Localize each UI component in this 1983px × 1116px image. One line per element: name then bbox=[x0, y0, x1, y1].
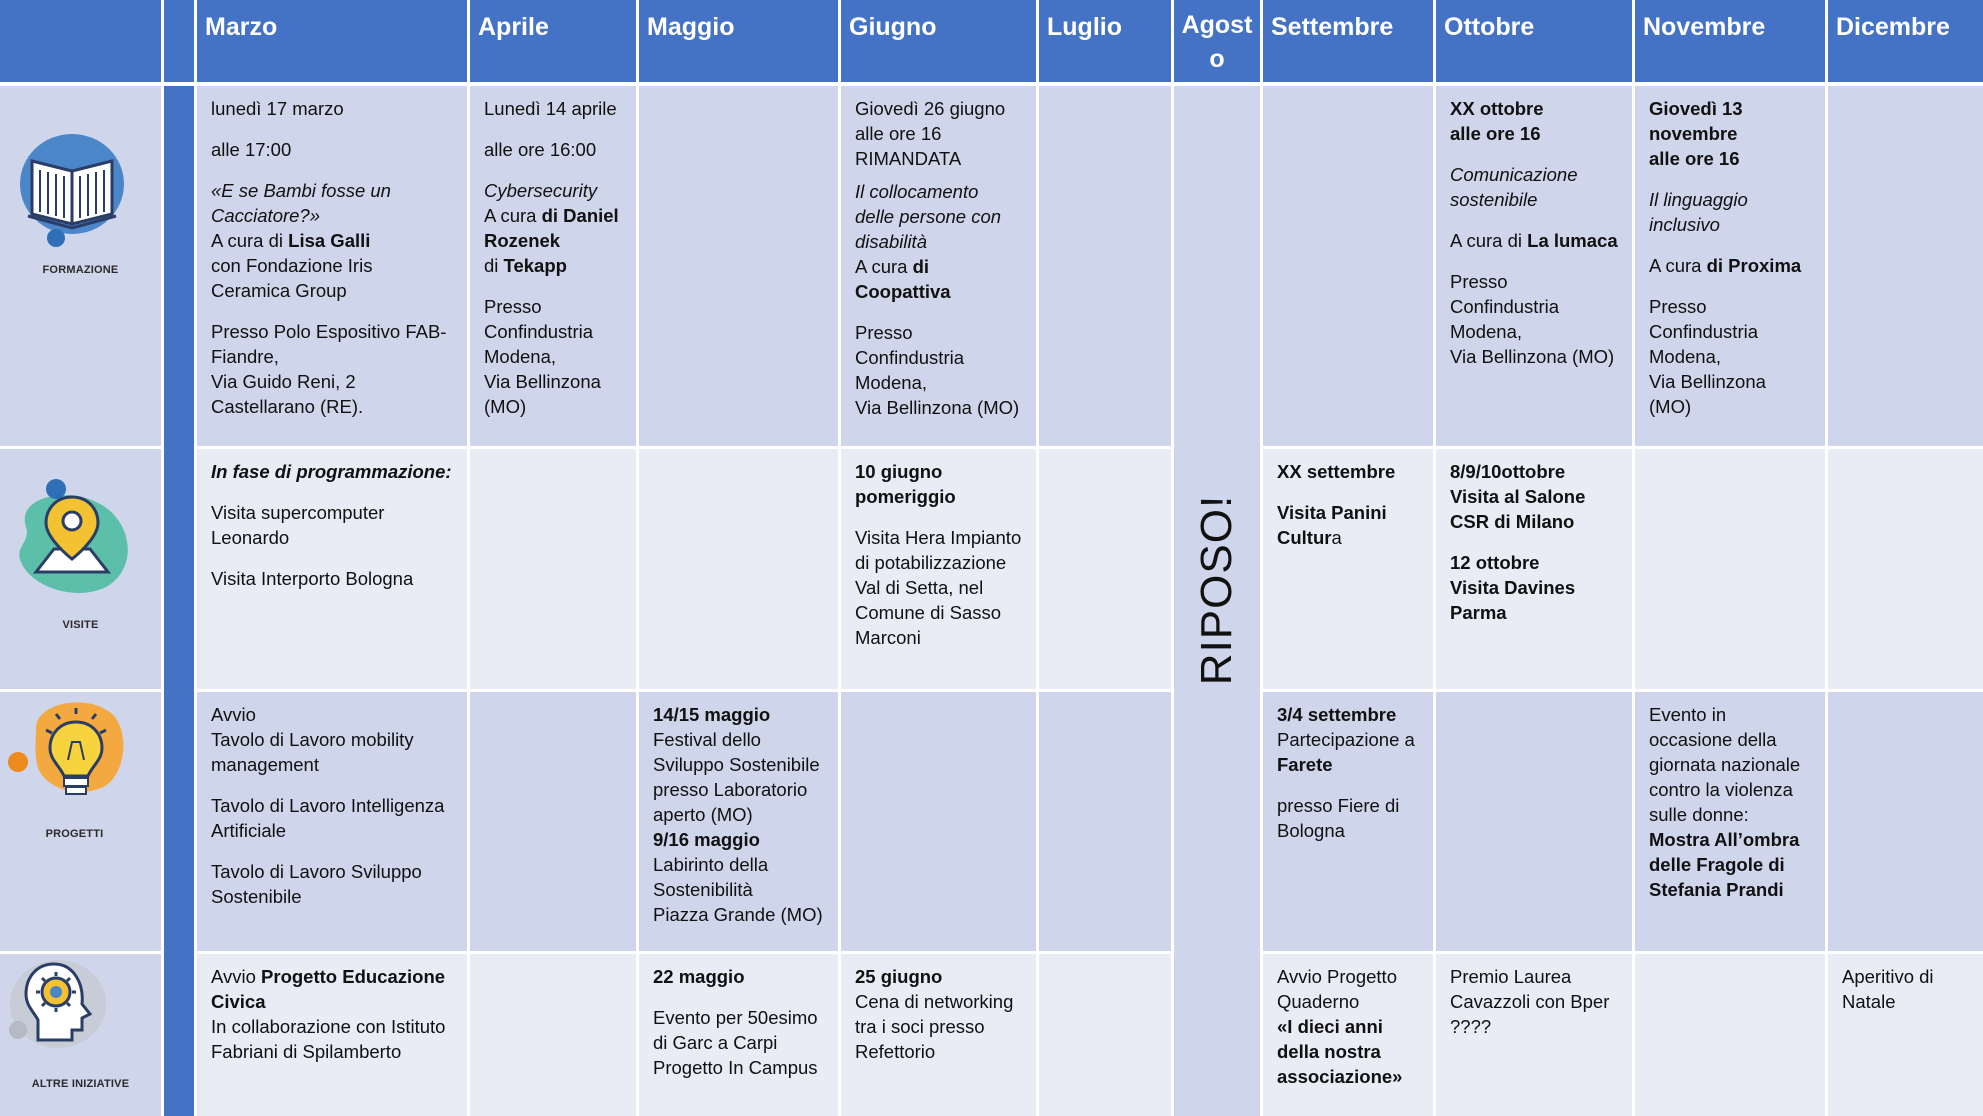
header-agosto: Agosto bbox=[1174, 0, 1260, 82]
progetti-ottobre bbox=[1436, 692, 1632, 951]
formazione-ottobre: XX ottobre alle ore 16 Comunicazione sostenibile A cura di La lumaca Presso Confindustria Modena, Via Bellinzona (MO) bbox=[1436, 86, 1632, 446]
altre-maggio: 22 maggio Evento per 50esimo di Garc a Carpi Progetto In Campus bbox=[639, 954, 838, 1116]
visite-settembre: XX settembre Visita Panini Cultura bbox=[1263, 449, 1433, 689]
altre-settembre: Avvio Progetto Quaderno «I dieci anni della nostra associazione» bbox=[1263, 954, 1433, 1116]
visite-maggio bbox=[639, 449, 838, 689]
visite-giugno: 10 giugno pomeriggio Visita Hera Impianto di potabilizzazione Val di Setta, nel Comune di Sasso Marconi bbox=[841, 449, 1036, 689]
left-stripe bbox=[164, 86, 194, 1116]
row-caption-progetti: PROGETTI bbox=[45, 828, 104, 840]
row-label-progetti bbox=[0, 692, 161, 951]
book-icon bbox=[14, 126, 134, 248]
header-stripe bbox=[164, 0, 194, 82]
header-luglio: Luglio bbox=[1039, 0, 1171, 82]
progetti-giugno bbox=[841, 692, 1036, 951]
altre-giugno: 25 giugno Cena di networking tra i soci presso Refettorio bbox=[841, 954, 1036, 1116]
head-gear-icon bbox=[0, 954, 130, 1064]
visite-ottobre: 8/9/10ottobre Visita al Salone CSR di Milano 12 ottobre Visita Davines Parma bbox=[1436, 449, 1632, 689]
formazione-giugno: Giovedì 26 giugno alle ore 16 RIMANDATA Il collocamento delle persone con disabilità A cura di Coopattiva Presso Confindustria Modena, Via Bellinzona (MO) bbox=[841, 86, 1036, 446]
formazione-luglio bbox=[1039, 86, 1171, 446]
progetti-aprile bbox=[470, 692, 636, 951]
header-aprile: Aprile bbox=[470, 0, 636, 82]
header-dicembre: Dicembre bbox=[1828, 0, 1983, 82]
riposo-label: RIPOSO! bbox=[1192, 494, 1241, 686]
progetti-luglio bbox=[1039, 692, 1171, 951]
progetti-maggio: 14/15 maggio Festival dello Sviluppo Sostenibile presso Laboratorio aperto (MO) 9/16 maggio Labirinto della Sostenibilità Piazza Grande (MO) bbox=[639, 692, 838, 951]
altre-aprile bbox=[470, 954, 636, 1116]
altre-ottobre: Premio Laurea Cavazzoli con Bper ???? bbox=[1436, 954, 1632, 1116]
row-caption-visite: VISITE bbox=[62, 619, 99, 631]
row-label-altre bbox=[0, 954, 161, 1116]
header-maggio: Maggio bbox=[639, 0, 838, 82]
header-giugno: Giugno bbox=[841, 0, 1036, 82]
visite-dicembre bbox=[1828, 449, 1983, 689]
formazione-settembre bbox=[1263, 86, 1433, 446]
visite-aprile bbox=[470, 449, 636, 689]
visite-marzo: In fase di programmazione: Visita supercomputer Leonardo Visita Interporto Bologna bbox=[197, 449, 467, 689]
row-caption-formazione: FORMAZIONE bbox=[42, 264, 119, 276]
altre-luglio bbox=[1039, 954, 1171, 1116]
altre-marzo: Avvio Progetto Educazione Civica In collaborazione con Istituto Fabriani di Spilamberto bbox=[197, 954, 467, 1116]
visite-novembre bbox=[1635, 449, 1825, 689]
progetti-novembre: Evento in occasione della giornata nazionale contro la violenza sulle donne: Mostra All’ombra delle Fragole di Stefania Prandi bbox=[1635, 692, 1825, 951]
row-caption-altre: ALTRE INIZIATIVE bbox=[31, 1078, 130, 1090]
header-novembre: Novembre bbox=[1635, 0, 1825, 82]
row-label-formazione bbox=[0, 86, 161, 446]
header-marzo: Marzo bbox=[197, 0, 467, 82]
formazione-aprile: Lunedì 14 aprile alle ore 16:00 Cybersecurity A cura di Daniel Rozenek di Tekapp Presso Confindustria Modena, Via Bellinzona (MO) bbox=[470, 86, 636, 446]
formazione-novembre: Giovedì 13 novembre alle ore 16 Il linguaggio inclusivo A cura di Proxima Presso Confindustria Modena, Via Bellinzona (MO) bbox=[1635, 86, 1825, 446]
lightbulb-icon bbox=[6, 698, 132, 808]
map-pin-icon bbox=[6, 477, 136, 602]
progetti-dicembre bbox=[1828, 692, 1983, 951]
header-settembre: Settembre bbox=[1263, 0, 1433, 82]
progetti-settembre: 3/4 settembre Partecipazione a Farete presso Fiere di Bologna bbox=[1263, 692, 1433, 951]
header-corner bbox=[0, 0, 161, 82]
altre-dicembre: Aperitivo di Natale bbox=[1828, 954, 1983, 1116]
visite-luglio bbox=[1039, 449, 1171, 689]
progetti-marzo: Avvio Tavolo di Lavoro mobility management Tavolo di Lavoro Intelligenza Artificiale Tavolo di Lavoro Sviluppo Sostenibile bbox=[197, 692, 467, 951]
formazione-maggio bbox=[639, 86, 838, 446]
formazione-marzo: lunedì 17 marzo alle 17:00 «E se Bambi fosse un Cacciatore?» A cura di Lisa Galli con Fondazione Iris Ceramica Group Presso Polo Espositivo FAB-Fiandre, Via Guido Reni, 2 Castellarano (RE). bbox=[197, 86, 467, 446]
formazione-dicembre bbox=[1828, 86, 1983, 446]
header-ottobre: Ottobre bbox=[1436, 0, 1632, 82]
altre-novembre bbox=[1635, 954, 1825, 1116]
row-label-visite bbox=[0, 449, 161, 689]
